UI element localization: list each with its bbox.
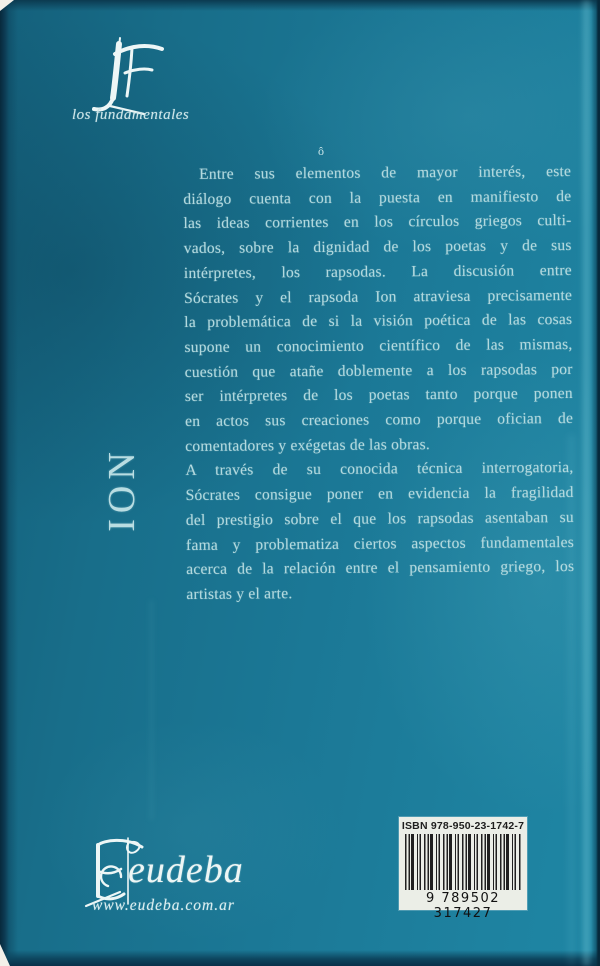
collection-lf-logo-icon bbox=[86, 36, 172, 118]
scan-edge-left bbox=[0, 0, 18, 966]
handwritten-mark: ô bbox=[318, 144, 324, 158]
scan-light-streak bbox=[583, 0, 590, 966]
barcode-sticker bbox=[399, 817, 527, 921]
synopsis-line: del prestigio sobre el que los rapsodas asentaban su bbox=[185, 508, 574, 529]
spine-title-text: ION bbox=[100, 446, 143, 532]
barcode-digits: 9 789502 317427 bbox=[425, 891, 501, 921]
publisher-name: eudeba bbox=[128, 849, 244, 891]
synopsis-line: intérpretes, los rapsodas. La discusión entre bbox=[183, 261, 572, 282]
synopsis-line: las ideas corrientes en los círculos griegos culti- bbox=[183, 212, 572, 233]
synopsis-line: supone un conocimiento científico de las mismas, bbox=[184, 335, 573, 356]
synopsis-line: diálogo cuenta con la puesta en manifiesto de bbox=[183, 187, 572, 208]
synopsis-line: en actos sus creaciones como porque ofician de bbox=[184, 410, 574, 431]
scan-edge-top bbox=[0, 0, 600, 11]
scan-edge-bottom bbox=[0, 950, 600, 966]
synopsis-line: vados, sobre la dignidad de los poetas y de sus bbox=[183, 237, 572, 258]
scan-light-streak bbox=[150, 600, 153, 820]
scan-edge-right bbox=[591, 0, 600, 966]
isbn-label: ISBN 978-950-23-1742-7 bbox=[401, 820, 525, 832]
publisher-website: www.eudeba.com.ar bbox=[92, 897, 235, 914]
synopsis-text bbox=[183, 160, 574, 608]
synopsis-line: Entre sus elementos de mayor interés, este bbox=[199, 162, 572, 183]
synopsis-line: cuestión que atañe doblemente a los rapsodas por bbox=[184, 360, 573, 381]
barcode-bars-icon bbox=[405, 834, 521, 890]
synopsis-line: la problemática de si la visión poética de las cosas bbox=[184, 311, 573, 332]
synopsis-line: A través de su conocida técnica interrogatoria, bbox=[185, 459, 574, 480]
synopsis-line: Sócrates consigue poner en evidencia la fragilidad bbox=[185, 484, 574, 505]
synopsis-line: acerca de la relación entre el pensamiento griego, los bbox=[186, 558, 575, 579]
synopsis-line: ser intérpretes de los poetas tanto porque ponen bbox=[184, 385, 573, 406]
spine-title bbox=[79, 446, 165, 532]
synopsis-line: fama y problematiza ciertos aspectos fundamentales bbox=[185, 533, 575, 554]
collection-name: los fundamentales bbox=[72, 107, 190, 123]
synopsis-line: artistas y el arte. bbox=[186, 585, 293, 603]
synopsis-line: Sócrates y el rapsoda Ion atraviesa precisamente bbox=[184, 286, 573, 307]
synopsis-line: comentadores y exégetas de las obras. bbox=[185, 435, 430, 455]
